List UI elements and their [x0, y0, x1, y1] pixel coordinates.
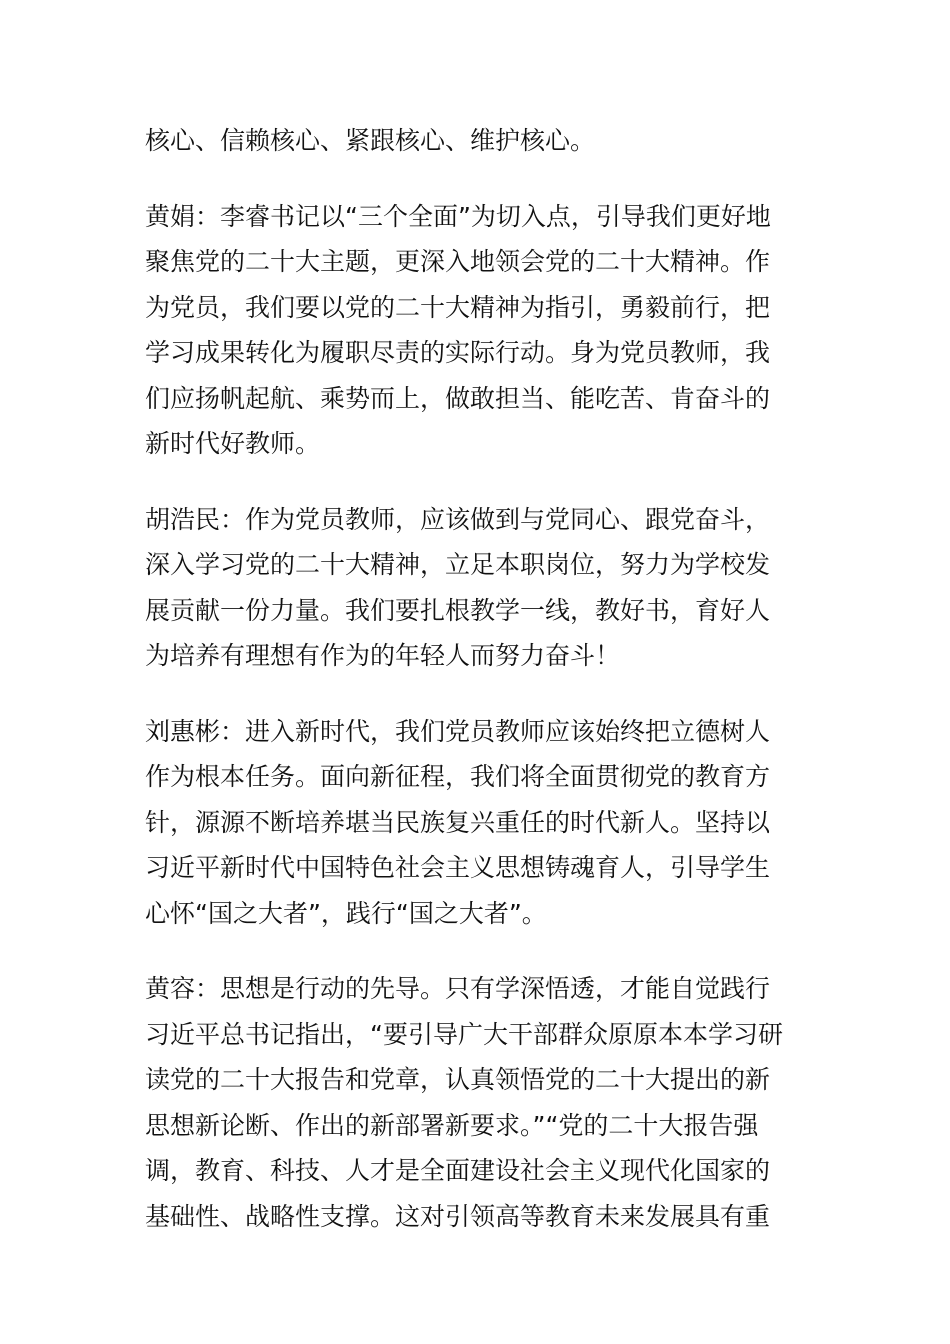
text-line: 新时代好教师。: [145, 429, 321, 458]
text-line: 们应扬帆起航、乘势而上，做敢担当、能吃苦、肯奋斗的: [145, 383, 771, 413]
text-line: 为培养有理想有作为的年轻人而努力奋斗！: [145, 641, 621, 670]
document-body: [145, 118, 810, 1269]
text-line: 胡浩民：作为党员教师，应该做到与党同心、跟党奋斗，: [145, 504, 771, 534]
text-line: 黄娟：李睿书记以“三个全面”为切入点，引导我们更好地: [145, 201, 771, 231]
text-line: 聚焦党的二十大主题，更深入地领会党的二十大精神。作: [145, 247, 771, 276]
paragraph-2: [145, 194, 810, 467]
text-line: 读党的二十大报告和党章，认真领悟党的二十大提出的新: [145, 1065, 771, 1094]
text-line: 心怀“国之大者”，践行“国之大者”。: [145, 898, 547, 928]
text-line: 针，源源不断培养堪当民族复兴重任的时代新人。坚持以: [145, 807, 771, 837]
text-line: 基础性、战略性支撑。这对引领高等教育未来发展具有重: [145, 1201, 771, 1231]
text-line: 黄容：思想是行动的先导。只有学深悟透，才能自觉践行: [145, 974, 771, 1003]
paragraph-4: [145, 709, 810, 937]
paragraph-3: [145, 497, 810, 679]
text-line: 展贡献一份力量。我们要扎根教学一线，教好书，育好人: [145, 595, 771, 625]
text-line: 作为根本任务。面向新征程，我们将全面贯彻党的教育方: [145, 762, 771, 791]
text-line: 为党员，我们要以党的二十大精神为指引，勇毅前行，把: [145, 292, 771, 322]
text-line: 调，教育、科技、人才是全面建设社会主义现代化国家的: [145, 1156, 771, 1185]
text-line: 深入学习党的二十大精神，立足本职岗位，努力为学校发: [145, 550, 771, 579]
text-line: 习近平总书记指出，“要引导广大干部群众原原本本学习研: [145, 1019, 783, 1049]
text-line: 刘惠彬：进入新时代，我们党员教师应该始终把立德树人: [145, 716, 771, 746]
paragraph-1: [145, 118, 810, 164]
text-line: 思想新论断、作出的新部署新要求。”“党的二十大报告强: [145, 1110, 759, 1140]
text-line: 核心、信赖核心、紧跟核心、维护核心。: [145, 126, 596, 155]
paragraph-5: [145, 966, 810, 1239]
text-line: 习近平新时代中国特色社会主义思想铸魂育人，引导学生: [145, 853, 771, 882]
text-line: 学习成果转化为履职尽责的实际行动。身为党员教师，我: [145, 338, 771, 367]
